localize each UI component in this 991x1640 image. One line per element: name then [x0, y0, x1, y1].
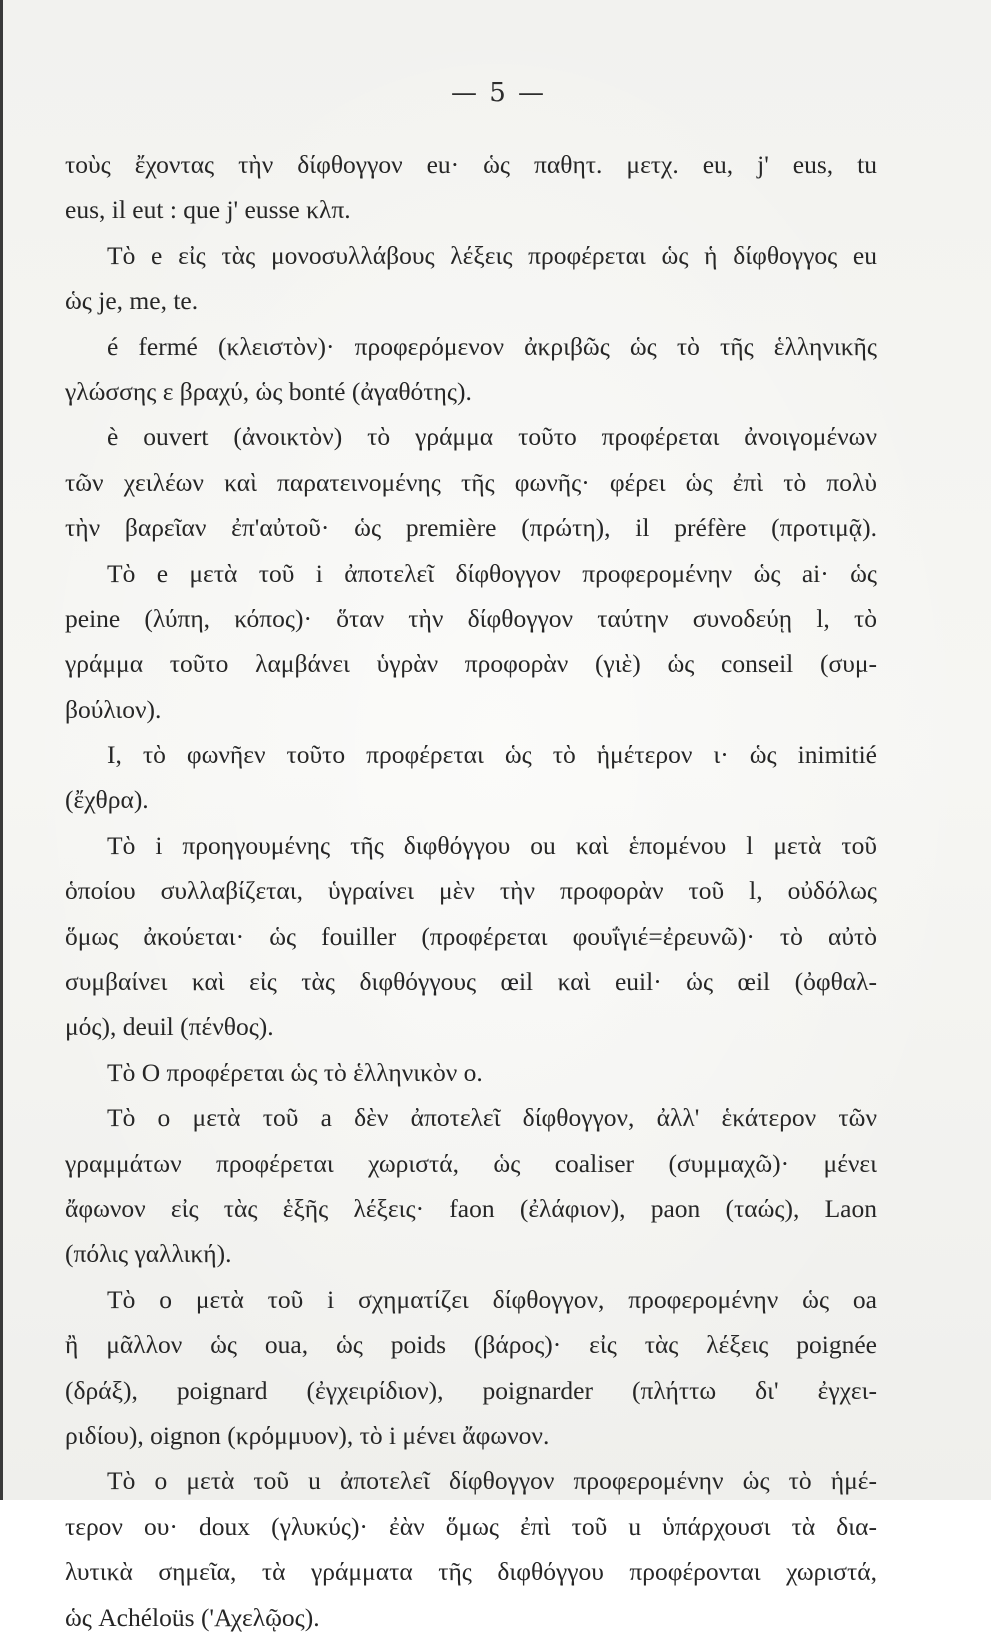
text-line: Τὸ e μετὰ τοῦ i ἀποτελεῖ δίφθογγον προφερομένην ὡς ai· ὡς: [107, 558, 877, 588]
text-line: τοὺς ἔχοντας τὴν δίφθογγον eu· ὡς παθητ. μετχ. eu, j' eus, tu: [65, 150, 877, 179]
text-line: (δράξ), poignard (ἐγχειρίδιον), poignarder (πλήττω δι' ἐγχει-: [65, 1375, 877, 1405]
text-line: μός), deuil (πένθος).: [65, 1012, 274, 1042]
text-line: Τὸ o μετὰ τοῦ a δὲν ἀποτελεῖ δίφθογγον, ἀλλ' ἑκάτερον τῶν: [107, 1103, 877, 1133]
text-line: τερον ου· doux (γλυκύς)· ἐὰν ὅμως ἐπὶ τοῦ u ὑπάρχουσι τὰ δια-: [65, 1511, 877, 1541]
text-line: ἢ μᾶλλον ὡς oua, ὡς poids (βάρος)· εἰς τὰς λέξεις poignée: [65, 1330, 877, 1360]
page-number: — 5 —: [450, 78, 547, 108]
text-line: ριδίου), oignon (κρόμμυον), τὸ i μένει ἄφωνον.: [65, 1420, 550, 1450]
text-line: Τὸ o μετὰ τοῦ i σχηματίζει δίφθογγον, προφερομένην ὡς oa: [107, 1284, 877, 1314]
text-line: (ἔχθρα).: [65, 785, 149, 815]
body-text: [65, 142, 877, 1640]
text-line: Τὸ e εἰς τὰς μονοσυλλάβους λέξεις προφέρεται ὡς ἡ δίφθογγος eu: [107, 240, 877, 270]
text-line: é fermé (κλειστὸν)· προφερόμενον ἀκριβῶς ὡς τὸ τῆς ἑλληνικῆς: [107, 331, 877, 361]
text-line: γραμμάτων προφέρεται χωριστά, ὡς coaliser (συμμαχῶ)· μένει: [65, 1148, 877, 1178]
text-line: Τὸ i προηγουμένης τῆς διφθόγγου ou καὶ ἑπομένου l μετὰ τοῦ: [107, 830, 877, 860]
text-line: ὡς Achéloüs ('Αχελῷος).: [65, 1602, 320, 1632]
text-line: γλώσσης ε βραχύ, ὡς bonté (ἀγαθότης).: [65, 376, 472, 406]
text-line: eus, il eut : que j' eusse κλπ.: [65, 195, 351, 225]
text-line: ὁποίου συλλαβίζεται, ὑγραίνει μὲν τὴν προφορὰν τοῦ l, οὐδόλως: [65, 876, 877, 906]
text-line: Τὸ O προφέρεται ὡς τὸ ἑλληνικὸν ο.: [107, 1057, 483, 1087]
text-line: (πόλις γαλλική).: [65, 1239, 232, 1269]
text-line: λυτικὰ σημεῖα, τὰ γράμματα τῆς διφθόγγου προφέρονται χωριστά,: [65, 1557, 877, 1587]
text-line: peine (λύπη, κόπος)· ὅταν τὴν δίφθογγον ταύτην συνοδεύῃ l, τὸ: [65, 603, 877, 633]
text-line: ὅμως ἀκούεται· ὡς fouiller (προφέρεται φουΐγιέ=ἐρευνῶ)· τὸ αὐτὸ: [65, 921, 877, 951]
text-line: βούλιον).: [65, 694, 162, 724]
text-line: Τὸ o μετὰ τοῦ u ἀποτελεῖ δίφθογγον προφερομένην ὡς τὸ ἡμέ-: [107, 1466, 877, 1496]
text-line: ἄφωνον εἰς τὰς ἑξῆς λέξεις· faon (ἐλάφιον), paon (ταώς), Laon: [65, 1193, 877, 1223]
text-line: I, τὸ φωνῆεν τοῦτο προφέρεται ὡς τὸ ἡμέτερον ι· ὡς inimitié: [107, 740, 877, 770]
text-line: τῶν χειλέων καὶ παρατεινομένης τῆς φωνῆς· φέρει ὡς ἐπὶ τὸ πολὺ: [65, 467, 877, 497]
text-line: γράμμα τοῦτο λαμβάνει ὑγρὰν προφορὰν (γιὲ) ὡς conseil (συμ-: [65, 649, 877, 679]
text-line: ὡς je, me, te.: [65, 286, 199, 316]
text-line: συμβαίνει καὶ εἰς τὰς διφθόγγους œil καὶ euil· ὡς œil (ὀφθαλ-: [65, 967, 877, 997]
text-line: è ouvert (ἀνοικτὸν) τὸ γράμμα τοῦτο προφέρεται ἀνοιγομένων: [107, 422, 877, 452]
text-line: τὴν βαρεῖαν ἐπ'αὐτοῦ· ὡς première (πρώτη), il préfère (προτιμᾷ).: [65, 513, 877, 543]
